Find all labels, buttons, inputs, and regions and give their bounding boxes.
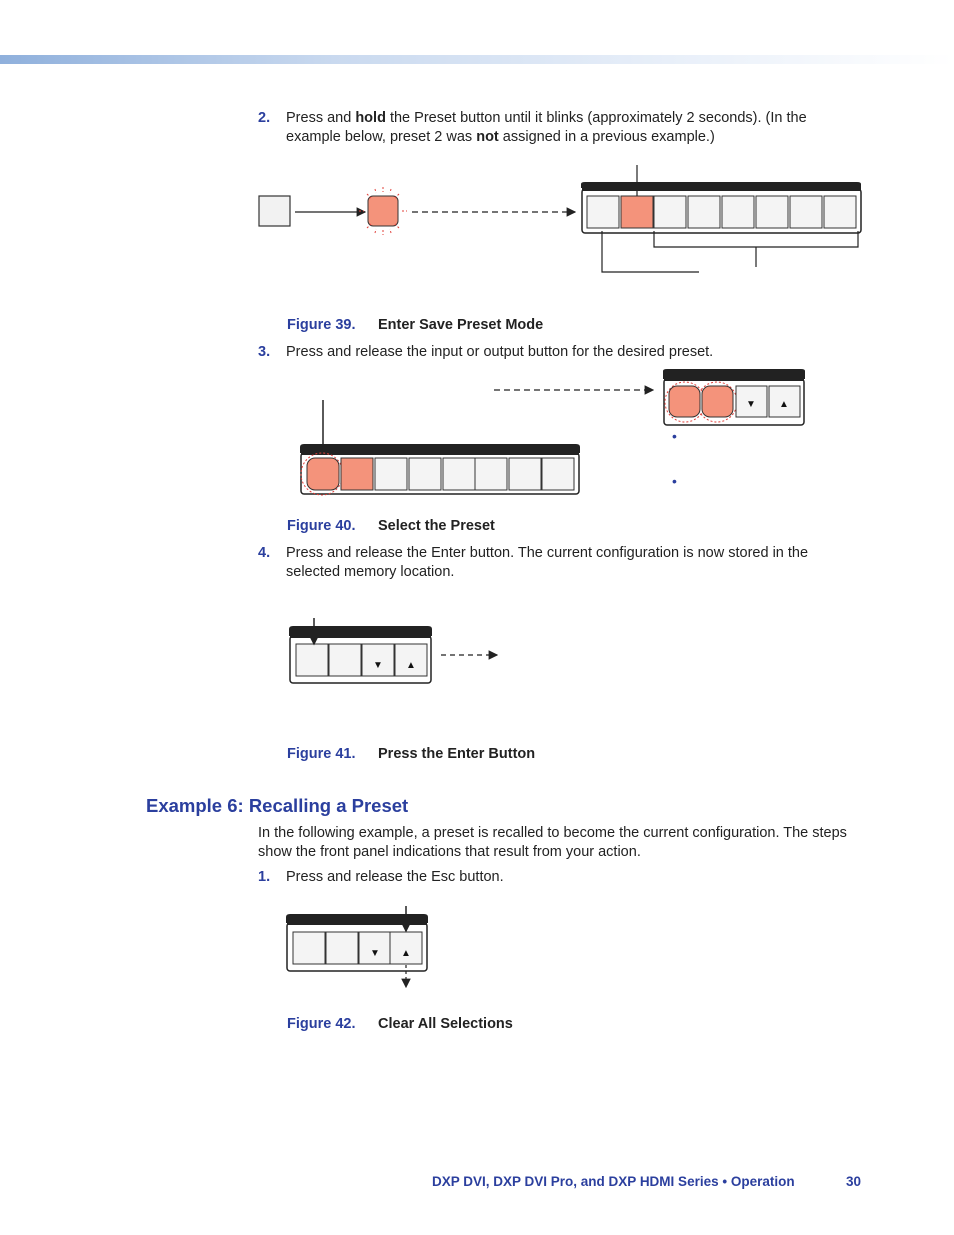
figure-39-caption: Figure 39. Enter Save Preset Mode bbox=[287, 317, 544, 333]
intro-paragraph: In the following example, a preset is recalled to become the current configuration. The steps show the front panel indications that result from your action. bbox=[258, 825, 847, 860]
input-button-panel bbox=[300, 444, 580, 495]
up-arrow-icon: ▲ bbox=[406, 660, 416, 671]
section-heading: Example 6: Recalling a Preset bbox=[146, 795, 409, 816]
button-panel bbox=[581, 182, 861, 233]
down-arrow-icon: ▼ bbox=[370, 948, 380, 959]
step-3: 3. Press and release the input or output button for the desired preset. bbox=[258, 344, 714, 360]
enter-panel-blinking bbox=[663, 369, 805, 425]
down-arrow-icon: ▼ bbox=[746, 399, 756, 410]
figure-42-caption: Figure 42. Clear All Selections bbox=[287, 1016, 513, 1032]
up-arrow-icon: ▲ bbox=[401, 948, 411, 959]
up-arrow-icon: ▲ bbox=[779, 399, 789, 410]
step-2 bbox=[258, 109, 848, 147]
figure-40-diagram bbox=[298, 365, 808, 500]
enter-panel bbox=[289, 626, 432, 683]
figure-41-caption: Figure 41. Press the Enter Button bbox=[287, 746, 536, 762]
bullet: • bbox=[672, 428, 677, 444]
footer-title: DXP DVI, DXP DVI Pro, and DXP HDMI Series • Operation bbox=[432, 1174, 795, 1189]
step-text: Press and hold the Preset button until it blinks (approximately 2 seconds). (In the example below, preset 2 was not assigned in a previous example.) bbox=[286, 110, 807, 145]
esc-button-lit bbox=[702, 386, 733, 417]
figure-41-diagram bbox=[285, 610, 505, 690]
preset-button bbox=[259, 196, 290, 226]
figure-39-diagram bbox=[255, 165, 867, 280]
enter-button-lit bbox=[669, 386, 700, 417]
header-gradient-bar bbox=[0, 55, 954, 64]
bullet: • bbox=[672, 473, 677, 489]
step-1: 1. Press and release the Esc button. bbox=[258, 869, 504, 885]
lit-preset-2-button bbox=[621, 196, 653, 228]
blinking-input-button bbox=[307, 458, 339, 490]
down-arrow-icon: ▼ bbox=[373, 660, 383, 671]
blinking-preset-button bbox=[359, 187, 407, 235]
step-number: 2. bbox=[258, 110, 271, 126]
figure-42-diagram bbox=[283, 903, 443, 993]
step-4: 4. Press and release the Enter button. The current configuration is now stored in the selected memory location. bbox=[258, 545, 809, 580]
page-number: 30 bbox=[846, 1174, 862, 1189]
figure-40-caption: Figure 40. Select the Preset bbox=[287, 518, 495, 534]
lit-button bbox=[341, 458, 373, 490]
